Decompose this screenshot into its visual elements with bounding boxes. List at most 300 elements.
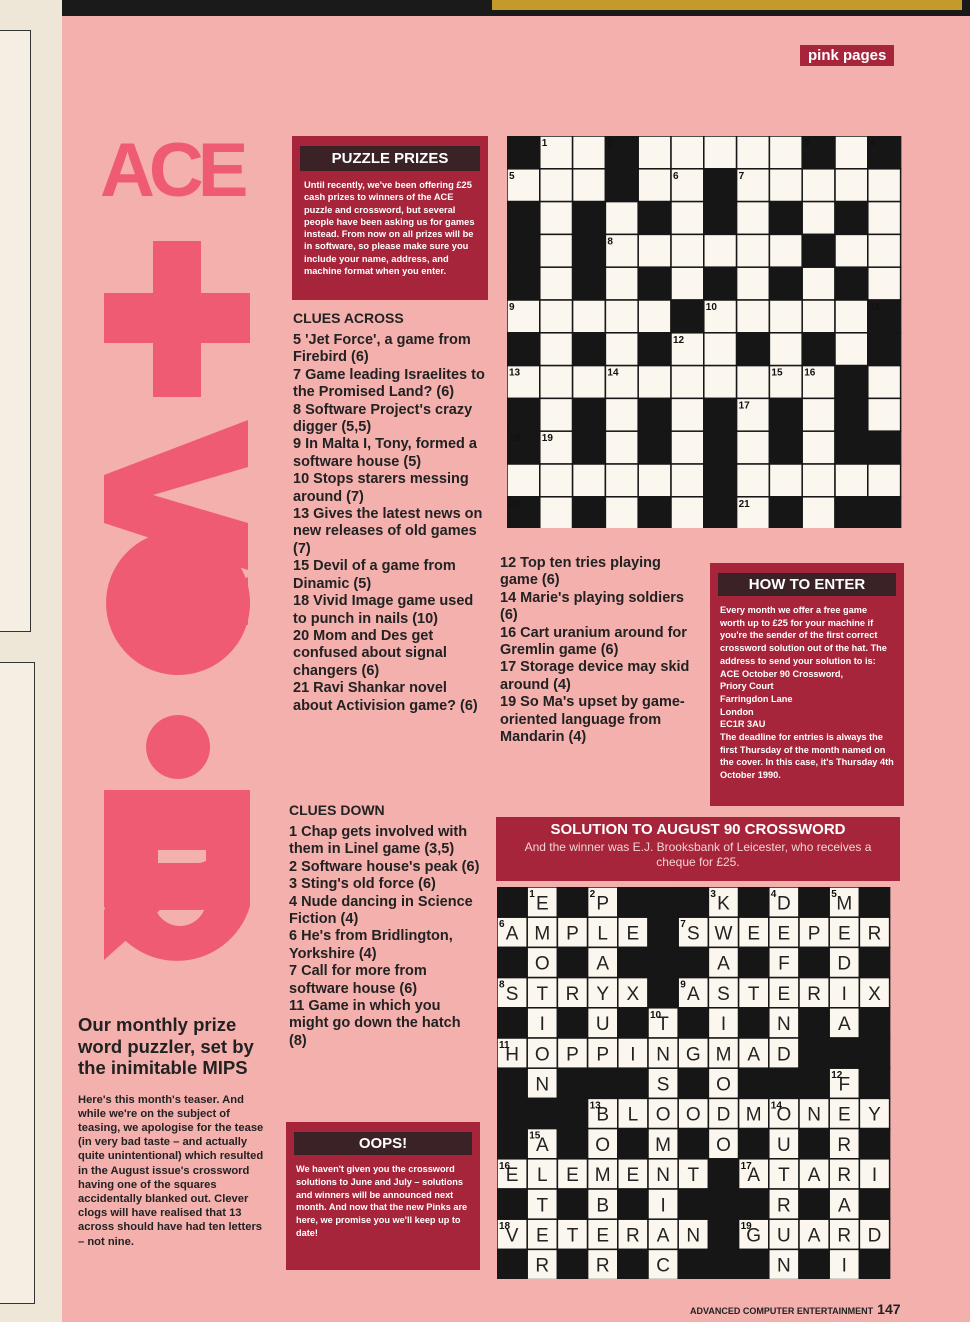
black-square bbox=[573, 234, 606, 267]
solution-letter: G bbox=[685, 1044, 701, 1066]
clue-number: 15 bbox=[529, 1130, 541, 1142]
white-square bbox=[769, 333, 802, 366]
white-square bbox=[540, 366, 573, 399]
solution-letter: E bbox=[535, 1225, 549, 1247]
clue-number: 4 bbox=[770, 889, 777, 900]
clue-number: 10 bbox=[650, 1009, 662, 1021]
black-square bbox=[799, 1008, 829, 1038]
white-square bbox=[573, 169, 606, 202]
white-square bbox=[868, 169, 901, 202]
black-square bbox=[573, 497, 606, 528]
clue-number: 3 bbox=[804, 138, 810, 149]
black-square bbox=[671, 300, 704, 333]
clue-number: 16 bbox=[804, 367, 816, 379]
solution-letter: O bbox=[685, 1104, 701, 1126]
solution-letter: Y bbox=[868, 1104, 881, 1126]
solution-letter: A bbox=[747, 1044, 761, 1066]
solution-letter: T bbox=[536, 1195, 549, 1217]
solution-letter: U bbox=[595, 1014, 610, 1036]
black-square bbox=[557, 1129, 587, 1159]
intro-headline: Our monthly prize word puzzler, set by the inimitable MIPS bbox=[78, 1014, 254, 1078]
puzzle-prizes-heading: PUZZLE PRIZES bbox=[300, 146, 480, 171]
white-square bbox=[737, 366, 770, 399]
oops-box bbox=[286, 1122, 480, 1270]
black-square bbox=[507, 202, 540, 235]
white-square bbox=[835, 464, 868, 497]
how-to-enter-line: London bbox=[720, 706, 754, 717]
logo-letter-d bbox=[98, 810, 258, 990]
solution-header bbox=[496, 817, 900, 881]
black-square bbox=[739, 1249, 769, 1279]
white-square bbox=[605, 333, 638, 366]
black-square bbox=[648, 917, 678, 947]
solution-letter: A bbox=[656, 1225, 670, 1247]
solution-letter: I bbox=[841, 983, 847, 1005]
black-square bbox=[835, 431, 868, 464]
white-square bbox=[671, 267, 704, 300]
solution-letter: P bbox=[596, 1044, 610, 1066]
clue-item: 21 Ravi Shankar novel about Activision game? (6) bbox=[293, 680, 478, 714]
white-square bbox=[540, 497, 573, 528]
black-square bbox=[835, 202, 868, 235]
clue-number: 9 bbox=[509, 302, 515, 313]
black-square bbox=[605, 169, 638, 202]
white-square bbox=[737, 431, 770, 464]
black-square bbox=[704, 464, 737, 497]
solution-letter: N bbox=[777, 1255, 791, 1277]
solution-letter: R bbox=[837, 1225, 852, 1247]
clue-item: 3 Sting's old force (6) bbox=[289, 876, 436, 893]
black-square bbox=[678, 947, 708, 977]
solution-letter: T bbox=[747, 983, 760, 1005]
black-square bbox=[859, 1068, 889, 1098]
white-square bbox=[737, 464, 770, 497]
solution-letter: T bbox=[566, 1225, 579, 1247]
solution-letter: H bbox=[505, 1044, 519, 1066]
oops-text: We haven't given you the crossword solutions to June and July – solutions and winners will be announced next month. And now that the new Pinks are here, we promise you we'll keep up to date! bbox=[296, 1164, 468, 1238]
how-to-enter-line: The deadline for entries is always the first Thursday of the month named on the cover. In this case, it's Thursday 4th October 1990. bbox=[720, 732, 894, 781]
white-square bbox=[737, 234, 770, 267]
black-square bbox=[799, 1189, 829, 1219]
white-square bbox=[671, 431, 704, 464]
clue-number: 7 bbox=[738, 170, 745, 182]
clue-item: 8 Software Project's crazy digger (5,5) bbox=[293, 401, 473, 436]
black-square bbox=[678, 1068, 708, 1098]
white-square bbox=[802, 398, 835, 431]
white-square bbox=[605, 267, 638, 300]
black-square bbox=[835, 366, 868, 399]
clue-item: 14 Marie's playing soldiers (6) bbox=[500, 589, 684, 624]
clue-item: 7 Game leading Israelites to the Promised Land? (6) bbox=[293, 366, 485, 401]
white-square bbox=[868, 464, 901, 497]
letter-o bbox=[106, 531, 250, 779]
black-square bbox=[737, 333, 770, 366]
black-square bbox=[802, 333, 835, 366]
solution-letter: R bbox=[807, 983, 821, 1005]
solution-letter: D bbox=[777, 893, 791, 915]
solution-letter: E bbox=[777, 923, 791, 945]
black-square bbox=[588, 1068, 618, 1098]
black-square bbox=[704, 169, 737, 202]
white-square bbox=[540, 300, 573, 333]
black-square bbox=[799, 1129, 829, 1159]
black-square bbox=[557, 1189, 587, 1219]
clue-item: 20 Mom and Des get confused about signal changers (6) bbox=[293, 627, 447, 679]
white-square bbox=[769, 169, 802, 202]
solution-letter: R bbox=[867, 923, 882, 945]
clue-item: 13 Gives the latest news on new releases of old games (7) bbox=[293, 506, 483, 557]
solution-letter: U bbox=[777, 1225, 791, 1247]
clue-number: 4 bbox=[869, 138, 876, 149]
black-square bbox=[618, 1189, 648, 1219]
black-square bbox=[618, 947, 648, 977]
white-square bbox=[671, 398, 704, 431]
clue-number: 1 bbox=[541, 138, 548, 149]
black-square bbox=[799, 1038, 829, 1068]
solution-letter: A bbox=[807, 1225, 821, 1247]
solution-letter: S bbox=[686, 923, 700, 945]
solution-letter: X bbox=[626, 983, 640, 1005]
white-square bbox=[802, 202, 835, 235]
solution-letter: T bbox=[778, 1165, 790, 1187]
solution-letter: T bbox=[687, 1165, 700, 1187]
solution-letter: C bbox=[656, 1255, 670, 1277]
solution-letter: I bbox=[630, 1044, 636, 1066]
black-square bbox=[829, 1038, 859, 1068]
section-tag: pink pages bbox=[800, 45, 894, 66]
clues-across bbox=[293, 310, 489, 715]
white-square bbox=[835, 234, 868, 267]
solution-letter: N bbox=[807, 1104, 821, 1126]
clue-item: 10 Stops starers messing around (7) bbox=[293, 471, 469, 505]
clue-item: 9 In Malta I, Tony, formed a software house (5) bbox=[293, 436, 477, 470]
solution-letter: E bbox=[747, 923, 761, 945]
white-square bbox=[573, 366, 606, 399]
black-square bbox=[557, 1249, 587, 1279]
solution-letter: A bbox=[747, 1165, 761, 1187]
black-square bbox=[557, 1008, 587, 1038]
black-square bbox=[859, 1129, 889, 1159]
clue-item: 7 Call for more from software house (6) bbox=[289, 963, 427, 997]
how-to-enter-line: ACE October 90 Crossword, bbox=[720, 668, 844, 679]
page-number: 147 bbox=[877, 1301, 901, 1317]
white-square bbox=[540, 267, 573, 300]
solution-letter: G bbox=[746, 1225, 762, 1247]
white-square bbox=[671, 202, 704, 235]
clue-number: 20 bbox=[509, 498, 521, 510]
black-square bbox=[769, 497, 802, 528]
white-square bbox=[802, 267, 835, 300]
black-square bbox=[868, 333, 901, 366]
black-square bbox=[638, 202, 671, 235]
black-square bbox=[769, 431, 802, 464]
clue-item: 6 He's from Bridlington, Yorkshire (4) bbox=[289, 928, 453, 962]
black-square bbox=[835, 497, 868, 528]
black-square bbox=[739, 887, 769, 917]
white-square bbox=[671, 497, 704, 528]
clue-number: 5 bbox=[509, 170, 515, 182]
white-square bbox=[802, 464, 835, 497]
solution-letter: M bbox=[715, 1044, 732, 1066]
solution-letter: B bbox=[596, 1104, 610, 1126]
black-square bbox=[618, 1008, 648, 1038]
solution-subtitle: And the winner was E.J. Brooksbank of Leicester, who receives a cheque for £25. bbox=[524, 840, 872, 869]
white-square bbox=[868, 398, 901, 431]
clue-number: 6 bbox=[673, 170, 679, 182]
black-square bbox=[859, 1008, 889, 1038]
white-square bbox=[605, 300, 638, 333]
white-square bbox=[835, 300, 868, 333]
black-square bbox=[618, 1129, 648, 1159]
clue-number: 14 bbox=[770, 1100, 782, 1112]
black-square bbox=[739, 947, 769, 977]
white-square bbox=[638, 300, 671, 333]
clue-number: 18 bbox=[499, 1221, 511, 1233]
page-footer bbox=[690, 1301, 901, 1317]
black-square bbox=[638, 497, 671, 528]
how-to-enter-box bbox=[710, 563, 904, 806]
solution-letter: R bbox=[535, 1255, 550, 1277]
black-square bbox=[708, 1189, 738, 1219]
black-square bbox=[557, 887, 587, 917]
white-square bbox=[704, 234, 737, 267]
white-square bbox=[802, 300, 835, 333]
solution-letter: Y bbox=[596, 983, 610, 1005]
black-square bbox=[497, 1098, 527, 1128]
solution-letter: M bbox=[594, 1165, 611, 1187]
black-square bbox=[739, 1129, 769, 1159]
clue-number: 14 bbox=[607, 367, 619, 379]
black-square bbox=[573, 202, 606, 235]
clues-across-continued bbox=[500, 555, 692, 746]
clue-number: 15 bbox=[771, 367, 783, 379]
black-square bbox=[618, 1068, 648, 1098]
white-square bbox=[638, 464, 671, 497]
solution-letter: P bbox=[596, 893, 610, 915]
white-square bbox=[769, 136, 802, 169]
black-square bbox=[648, 947, 678, 977]
solution-letter: O bbox=[716, 1134, 731, 1156]
clue-number: 16 bbox=[499, 1160, 511, 1172]
black-square bbox=[835, 267, 868, 300]
black-square bbox=[573, 398, 606, 431]
black-square bbox=[638, 398, 671, 431]
black-square bbox=[802, 234, 835, 267]
black-square bbox=[497, 1129, 527, 1159]
solution-letter: A bbox=[837, 1195, 851, 1217]
white-square bbox=[868, 366, 901, 399]
clues-down bbox=[289, 802, 481, 1050]
solution-letter: L bbox=[627, 1104, 639, 1126]
black-square bbox=[769, 398, 802, 431]
solution-letter: R bbox=[595, 1255, 610, 1277]
solution-letter: M bbox=[836, 893, 853, 915]
clues-down-heading: CLUES DOWN bbox=[289, 802, 385, 818]
solution-letter: A bbox=[807, 1165, 821, 1187]
solution-letter: R bbox=[565, 983, 580, 1005]
solution-letter: D bbox=[716, 1104, 731, 1126]
white-square bbox=[835, 136, 868, 169]
clue-number: 18 bbox=[509, 433, 521, 445]
solution-letter: A bbox=[505, 923, 519, 945]
black-square bbox=[557, 1098, 587, 1128]
black-square bbox=[497, 1008, 527, 1038]
clue-item: 16 Cart uranium around for Gremlin game (6) bbox=[500, 624, 687, 659]
solution-letter: T bbox=[657, 1014, 669, 1036]
white-square bbox=[868, 202, 901, 235]
solution-letter: E bbox=[837, 923, 851, 945]
solution-letter: K bbox=[717, 893, 730, 915]
white-square bbox=[737, 267, 770, 300]
solution-letter: D bbox=[837, 953, 852, 975]
white-square bbox=[835, 333, 868, 366]
white-square bbox=[769, 300, 802, 333]
solution-letter: R bbox=[837, 1134, 852, 1156]
solution-letter: O bbox=[716, 1074, 731, 1096]
solution-letter: M bbox=[534, 923, 551, 945]
black-square bbox=[638, 267, 671, 300]
white-square bbox=[638, 366, 671, 399]
white-square bbox=[704, 333, 737, 366]
oops-heading: OOPS! bbox=[294, 1132, 472, 1155]
clue-item: 19 So Ma's upset by game-oriented language from Mandarin (4) bbox=[500, 694, 685, 746]
clue-number: 13 bbox=[589, 1100, 601, 1112]
clue-number: 2 bbox=[607, 138, 613, 149]
solution-letter: A bbox=[596, 953, 610, 975]
solution-letter: F bbox=[778, 953, 790, 975]
white-square bbox=[769, 464, 802, 497]
solution-letter: D bbox=[867, 1225, 882, 1247]
black-square bbox=[527, 1098, 557, 1128]
white-square bbox=[868, 234, 901, 267]
black-square bbox=[704, 202, 737, 235]
clue-number: 19 bbox=[541, 433, 553, 445]
black-square bbox=[638, 333, 671, 366]
solution-letter: R bbox=[777, 1195, 791, 1217]
how-to-enter-line: Every month we offer a free game worth up to £25 for your machine if you're the sender of the first correct crossword solution out of the hat. The address to send your solution to is: bbox=[720, 605, 887, 666]
previous-page-edge bbox=[0, 0, 62, 1322]
solution-letter: N bbox=[777, 1014, 791, 1036]
top-banner-stripe bbox=[492, 0, 962, 10]
solution-letter: X bbox=[868, 983, 881, 1005]
solution-letter: O bbox=[534, 953, 550, 975]
black-square bbox=[859, 1249, 889, 1279]
black-square bbox=[638, 431, 671, 464]
solution-title: SOLUTION TO AUGUST 90 CROSSWORD bbox=[550, 821, 846, 838]
solution-letter: E bbox=[626, 1165, 640, 1187]
black-square bbox=[739, 1008, 769, 1038]
black-square bbox=[799, 1068, 829, 1098]
white-square bbox=[540, 464, 573, 497]
solution-letter: T bbox=[536, 983, 549, 1005]
solution-letter: F bbox=[838, 1074, 851, 1096]
clue-number: 17 bbox=[738, 400, 750, 412]
white-square bbox=[605, 464, 638, 497]
black-square bbox=[799, 947, 829, 977]
black-square bbox=[618, 887, 648, 917]
solution-letter: S bbox=[717, 983, 730, 1005]
white-square bbox=[540, 234, 573, 267]
clue-number: 5 bbox=[831, 889, 837, 900]
solution-letter: I bbox=[660, 1195, 666, 1217]
white-square bbox=[704, 136, 737, 169]
black-square bbox=[557, 1068, 587, 1098]
clue-item: 17 Storage device may skid around (4) bbox=[500, 659, 690, 693]
clue-number: 6 bbox=[499, 919, 505, 931]
solution-letter: E bbox=[596, 1225, 610, 1247]
clue-number: 11 bbox=[499, 1040, 510, 1051]
black-square bbox=[859, 1038, 889, 1068]
solution-letter: A bbox=[535, 1134, 549, 1156]
clue-item: 11 Game in which you might go down the hatch (8) bbox=[289, 998, 461, 1049]
solution-letter: W bbox=[714, 923, 733, 945]
solution-letter: N bbox=[656, 1165, 670, 1187]
clue-number: 7 bbox=[680, 919, 686, 931]
white-square bbox=[605, 497, 638, 528]
white-square bbox=[638, 169, 671, 202]
solution-letter: E bbox=[535, 893, 549, 915]
black-square bbox=[739, 1189, 769, 1219]
solution-letter: A bbox=[717, 953, 730, 975]
white-square bbox=[704, 366, 737, 399]
black-square bbox=[648, 978, 678, 1008]
white-square bbox=[671, 366, 704, 399]
clue-number: 11 bbox=[869, 302, 881, 313]
solution-letter: R bbox=[626, 1225, 640, 1247]
black-square bbox=[678, 1189, 708, 1219]
black-square bbox=[573, 267, 606, 300]
black-square bbox=[799, 887, 829, 917]
white-square bbox=[573, 136, 606, 169]
clue-number: 2 bbox=[589, 889, 596, 900]
white-square bbox=[868, 267, 901, 300]
black-square bbox=[507, 136, 540, 169]
black-square bbox=[835, 398, 868, 431]
how-to-enter-heading: HOW TO ENTER bbox=[718, 573, 896, 596]
clues-across-heading: CLUES ACROSS bbox=[293, 310, 404, 326]
clue-item: 4 Nude dancing in Science Fiction (4) bbox=[289, 893, 473, 928]
solution-letter: E bbox=[566, 1165, 579, 1187]
clue-number: 8 bbox=[499, 979, 505, 991]
white-square bbox=[605, 398, 638, 431]
black-square bbox=[704, 431, 737, 464]
black-square bbox=[678, 1249, 708, 1279]
solution-letter: E bbox=[626, 923, 640, 945]
black-square bbox=[868, 431, 901, 464]
black-square bbox=[507, 333, 540, 366]
white-square bbox=[638, 136, 671, 169]
clue-item: 1 Chap gets involved with them in Linel game (3,5) bbox=[289, 824, 468, 858]
crossword-grid bbox=[507, 136, 905, 528]
white-square bbox=[507, 464, 540, 497]
black-square bbox=[507, 234, 540, 267]
solution-letter: N bbox=[656, 1044, 670, 1066]
solution-letter: U bbox=[777, 1134, 791, 1156]
solution-grid bbox=[497, 887, 893, 1279]
black-square bbox=[557, 947, 587, 977]
clue-number: 17 bbox=[740, 1160, 752, 1172]
clue-item: 15 Devil of a game from Dinamic (5) bbox=[293, 558, 456, 592]
white-square bbox=[802, 169, 835, 202]
logo-ace: ACE bbox=[100, 128, 243, 213]
black-square bbox=[618, 1249, 648, 1279]
white-square bbox=[737, 202, 770, 235]
white-square bbox=[737, 136, 770, 169]
previous-page-box bbox=[0, 662, 35, 1304]
puzzle-prizes-text: Until recently, we've been offering £25 cash prizes to winners of the ACE puzzle and crossword, but several people have been asking us for games instead. From now on all prizes will be in software, so please make sure you include your name, address, and machine format when you enter. bbox=[304, 180, 475, 277]
solution-letter: P bbox=[566, 1044, 579, 1066]
solution-letter: S bbox=[656, 1074, 670, 1096]
